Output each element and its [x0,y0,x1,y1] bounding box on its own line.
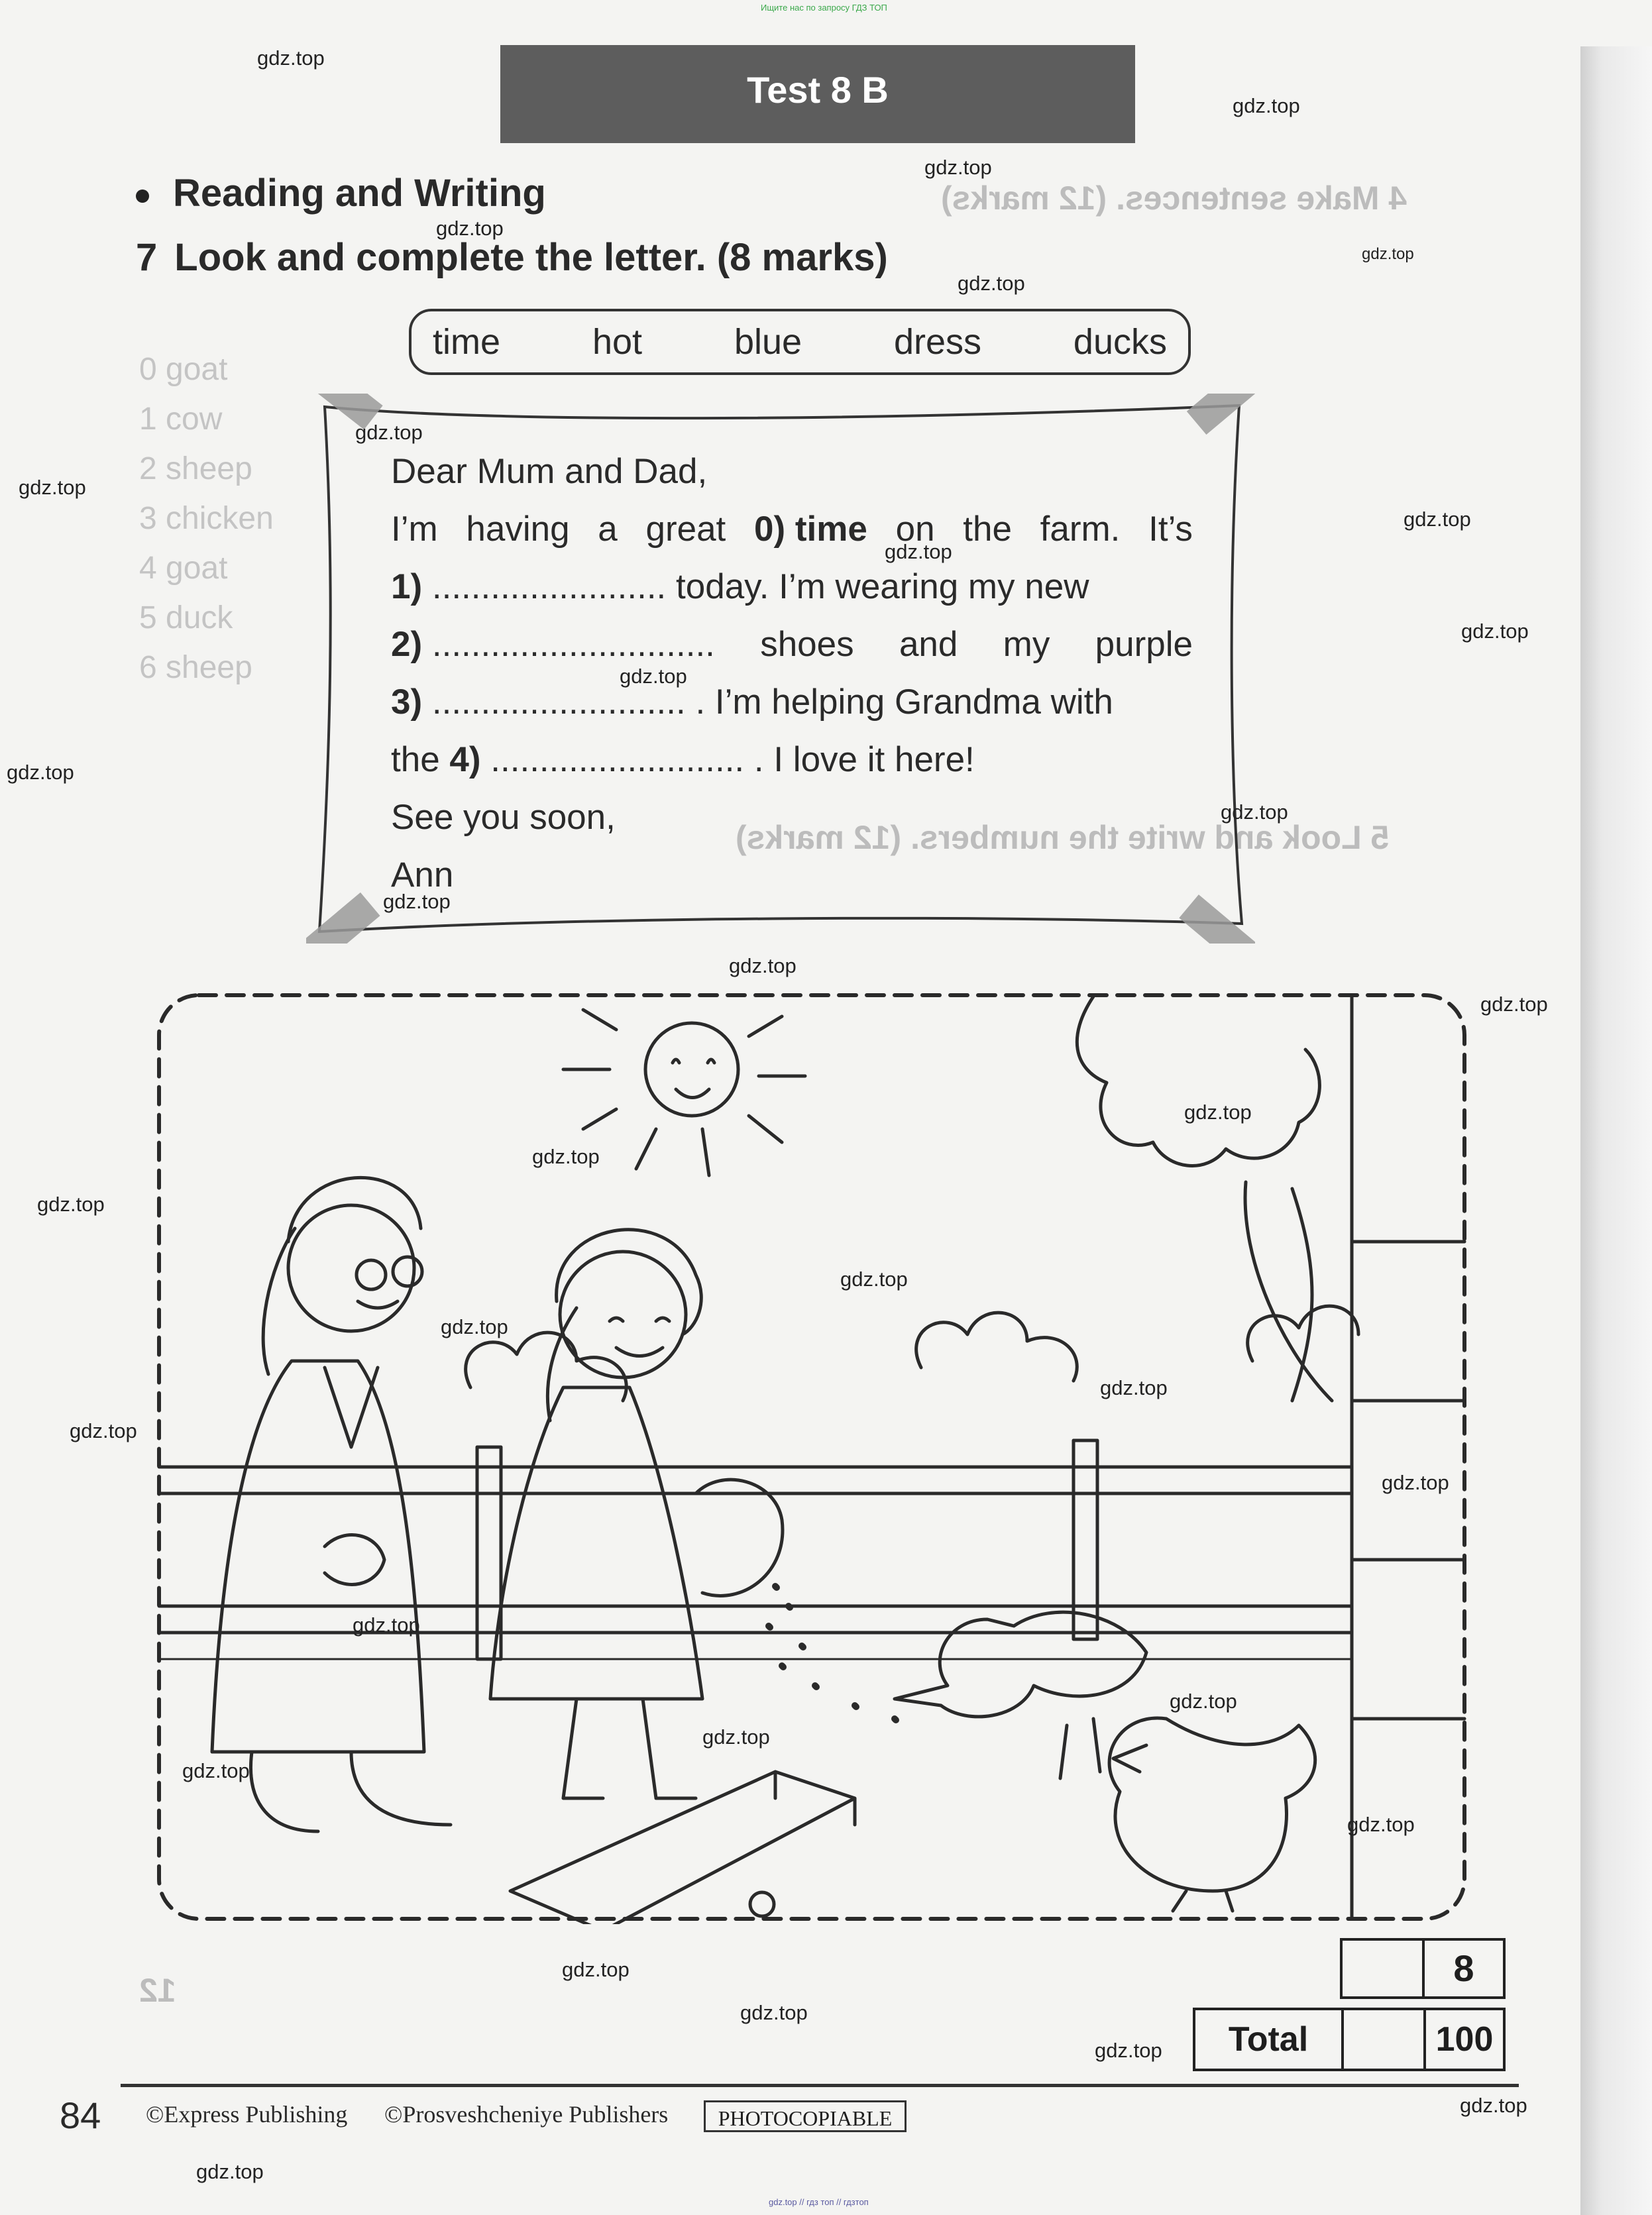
letter-signature: Ann [391,855,454,894]
girl-figure [490,1230,783,1798]
watermark: gdz.top [436,217,504,240]
bottom-site-note: gdz.top // гдз топ // гдзтоп [769,2197,869,2207]
top-search-note: Ищите нас по запросу ГДЗ ТОП [761,3,887,13]
watermark: gdz.top [620,665,687,688]
watermark: gdz.top [885,540,952,563]
blank-2[interactable]: ............................. [431,625,715,664]
watermark: gdz.top [1233,94,1300,117]
watermark: gdz.top [1460,2094,1527,2117]
blank-3[interactable]: .......................... [431,682,686,722]
watermark: gdz.top [355,421,423,444]
watermark: gdz.top [1362,245,1414,263]
blank-4[interactable]: .......................... [490,740,745,779]
publisher-credit-2: ©Prosveshcheniye Publishers [384,2101,669,2128]
farm-scene-illustration [152,990,1471,1924]
total-label: Total [1195,2010,1344,2069]
marks-entry-cell[interactable] [1343,1941,1425,1996]
word-bank-item: blue [734,322,802,362]
watermark: gdz.top [1480,993,1548,1016]
page-edge-shadow [1580,46,1652,2215]
duck-figure [895,1612,1146,1778]
bleed-through-task5: 5 Look and write the numbers. (12 marks) [736,819,1390,856]
watermark: gdz.top [353,1613,420,1637]
letter-line-2: 2) ............................. shoes and my purple [391,625,1193,664]
photocopiable-label: PHOTOCOPIABLE [704,2100,907,2132]
snail-icon [750,1892,774,1916]
watermark: gdz.top [562,1958,630,1981]
bleed-through-score: 12 [139,1972,176,2009]
watermark: gdz.top [1184,1101,1252,1124]
word-bank-item: hot [592,322,643,362]
word-bank-item: ducks [1073,322,1167,362]
page-number: 84 [60,2094,101,2136]
publisher-credit-1: ©Express Publishing [146,2101,348,2128]
watermark: gdz.top [19,476,86,499]
watermark: gdz.top [383,890,451,913]
watermark: gdz.top [840,1268,908,1291]
watermark: gdz.top [924,156,992,179]
watermark: gdz.top [441,1315,508,1338]
watermark: gdz.top [1461,620,1529,643]
total-max: 100 [1435,2020,1494,2059]
letter-greeting: Dear Mum and Dad, [391,452,708,491]
watermark: gdz.top [702,1725,770,1749]
duck-figure [1109,1718,1315,1911]
watermark: gdz.top [729,954,797,977]
watermark: gdz.top [1404,508,1471,531]
watermark: gdz.top [1095,2039,1162,2062]
word-bank [409,309,1191,375]
letter-line-0: I’m having a great 0) time on the farm. It’s [391,510,1193,549]
watermark: gdz.top [958,272,1025,295]
watermark: gdz.top [1221,800,1288,824]
footer-rule [121,2084,1519,2087]
letter-text [391,443,1193,904]
watermark: gdz.top [70,1419,137,1442]
bleed-through-task4: 4 Make sentences. (12 marks) [941,180,1407,217]
word-bank-item: dress [893,322,981,362]
word-bank-item: time [433,322,501,362]
watermark: gdz.top [37,1193,105,1216]
watermark: gdz.top [1170,1690,1237,1713]
task-heading: 7 Look and complete the letter. (8 marks) [136,236,888,279]
total-entry-cell[interactable] [1344,2010,1426,2069]
watermark: gdz.top [532,1145,600,1168]
letter-closing: See you soon, [391,798,616,837]
marks-box [1340,1938,1506,1999]
watermark: gdz.top [196,2160,264,2183]
marks-max: 8 [1453,1947,1474,1989]
watermark: gdz.top [182,1759,250,1782]
watermark: gdz.top [257,46,325,70]
watermark: gdz.top [7,761,74,784]
bullet-icon [136,189,149,203]
section-heading: Reading and Writing [136,171,546,215]
watermark: gdz.top [1382,1471,1449,1494]
watermark: gdz.top [1100,1376,1168,1399]
letter-line-3: 3) .......................... . I’m helping Grandma with [391,682,1113,722]
grandma-figure [212,1177,451,1831]
bleed-through-list: 0 goat 1 cow 2 sheep 3 chicken 4 goat 5 duck 6 sheep [139,352,274,685]
total-box [1193,2008,1506,2071]
sun-icon [645,1023,738,1116]
watermark: gdz.top [1347,1813,1415,1836]
test-title-banner: Test 8 B [500,45,1135,143]
blank-1[interactable]: ........................ [431,567,667,606]
watermark: gdz.top [740,2001,808,2024]
letter-line-1: 1) ........................ today. I’m wearing my new [391,567,1089,606]
letter-line-4: the 4) .......................... . I love it here! [391,740,975,779]
